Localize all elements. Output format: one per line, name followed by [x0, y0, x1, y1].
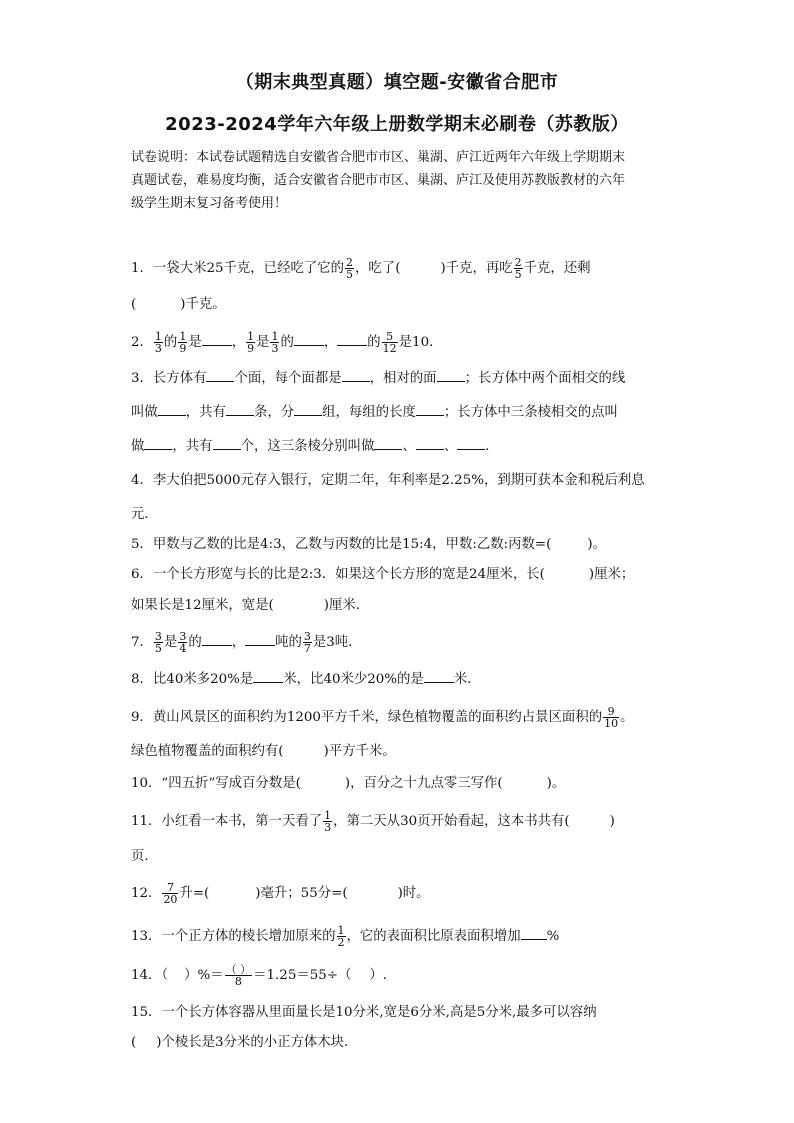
question-6-line-1: 6．一个长方形宽与长的比是2:3．如果这个长方形的宽是24厘米，长( )厘米； [131, 567, 635, 582]
fraction: $\frac{1}{3}$ [154, 330, 162, 355]
question-9-line-1: 9．黄山风景区的面积约为1200平方千米，绿色植物覆盖的面积约占景区面积的 $\frac{9}{10}$ 。 [131, 705, 634, 730]
answer-blank [342, 367, 370, 382]
question-4-line-2: 元． [131, 507, 158, 522]
question-11-line-2: 页． [131, 849, 158, 864]
answer-blank [294, 331, 324, 346]
fraction: $\frac{1}{9}$ [179, 330, 187, 355]
question-14: 14．（ ）%＝ $\frac{( )}{8}$ ＝1.25＝55÷（ ）. [131, 963, 388, 988]
fraction: $\frac{1}{3}$ [271, 330, 279, 355]
description-line: 真题试卷，难易度均衡，适合安徽省合肥市市区、巢湖、庐江及使用苏教版教材的六年 [131, 173, 626, 188]
question-8: 8．比40米多20%是 米，比40米少20%的是 米． [131, 668, 481, 690]
question-9-line-2: 绿色植物覆盖的面积约有( )平方千米。 [131, 744, 396, 759]
description-line: 试卷说明：本试卷试题精选自安徽省合肥市市区、巢湖、庐江近两年六年级上学期期末 [131, 150, 626, 165]
fraction: $\frac{1}{9}$ [247, 330, 255, 355]
question-12: 12． $\frac{7}{20}$ 升=( )毫升；55分=( )时。 [131, 881, 430, 906]
question-4-line-1: 4．李大伯把5000元存入银行，定期二年，年利率是2.25%，到期可获本金和税后利息 [131, 473, 645, 488]
answer-blank [521, 925, 547, 940]
test-description [131, 146, 671, 215]
question-13: 13．一个正方体的棱长增加原来的 $\frac{1}{2}$ ，它的表面积比原表面积增加 % [131, 924, 560, 949]
answer-blank [206, 367, 234, 382]
question-3-line-3: 做 ，共有 个，这三条棱分别叫做 、 、 ． [131, 435, 499, 457]
fraction: $\frac{7}{20}$ [163, 881, 178, 906]
answer-blank [202, 331, 232, 346]
fraction: $\frac{3}{5}$ [154, 630, 162, 655]
fraction: $\frac{( )}{8}$ [225, 963, 252, 988]
document-title-line-1: （期末典型真题）填空题-安徽省合肥市 [235, 72, 559, 93]
answer-blank [213, 435, 241, 450]
question-2: 2． $\frac{1}{3}$ 的 $\frac{1}{9}$ 是 ， $\frac{1}{9}$ 是 $\frac{1}{3}$ 的 ， 的 $\frac{5}{12}$ 是10． [131, 330, 443, 355]
answer-blank [253, 668, 283, 683]
answer-blank [226, 401, 254, 416]
fraction: $\frac{5}{12}$ [382, 330, 397, 355]
description-line: 级学生期末复习备考使用！ [131, 196, 288, 211]
question-15-line-1: 15．一个长方体容器从里面量长是10分米,宽是6分米,高是5分米,最多可以容纳 [131, 1005, 597, 1020]
answer-blank [158, 401, 186, 416]
document-title-line-2: 2023-2024学年六年级上册数学期末必刷卷（苏教版） [165, 114, 629, 135]
answer-blank [202, 631, 232, 646]
question-10: 10．“四五折”写成百分数是( )，百分之十九点零三写作( )。 [131, 776, 566, 791]
answer-blank [337, 331, 367, 346]
answer-blank [457, 435, 485, 450]
question-15-line-2: ( )个棱长是3分米的小正方体木块． [131, 1035, 358, 1050]
answer-blank [416, 401, 444, 416]
fraction: $\frac{1}{2}$ [337, 924, 345, 949]
answer-blank [144, 435, 172, 450]
fraction: $\frac{2}{5}$ [346, 256, 354, 281]
question-1-line-2: ( )千克。 [131, 297, 226, 312]
fraction: $\frac{3}{4}$ [179, 630, 187, 655]
answer-blank [416, 435, 444, 450]
fraction: $\frac{9}{10}$ [604, 705, 619, 730]
question-11-line-1: 11．小红看一本书，第一天看了 $\frac{1}{3}$ ，第二天从30页开始看起，这本书共有( ) [131, 809, 615, 834]
answer-blank [424, 668, 454, 683]
question-5: 5．甲数与乙数的比是4:3，乙数与丙数的比是15:4，甲数:乙数:丙数=( )。 [131, 537, 606, 552]
answer-blank [437, 367, 465, 382]
question-1-line-1: 1．一袋大米25千克，已经吃了它的 $\frac{2}{5}$ ，吃了( )千克，再吃 $\frac{2}{5}$ 千克，还剩 [131, 256, 591, 281]
question-7: 7． $\frac{3}{5}$ 是 $\frac{3}{4}$ 的 ， 吨的 $\frac{3}{7}$ 是3吨． [131, 630, 362, 655]
question-6-line-2: 如果长是12厘米，宽是( )厘米． [131, 598, 370, 613]
fraction: $\frac{2}{5}$ [514, 256, 522, 281]
answer-blank [245, 631, 275, 646]
answer-blank [294, 401, 322, 416]
question-3-line-1: 3．长方体有 个面，每个面都是 ，相对的面 ；长方体中两个面相交的线 [131, 367, 625, 389]
question-3-line-2: 叫做 ，共有 条，分 组，每组的长度 ；长方体中三条棱相交的点叫 [131, 401, 618, 423]
answer-blank [374, 435, 402, 450]
fraction: $\frac{1}{3}$ [324, 809, 332, 834]
fraction: $\frac{3}{7}$ [303, 630, 311, 655]
